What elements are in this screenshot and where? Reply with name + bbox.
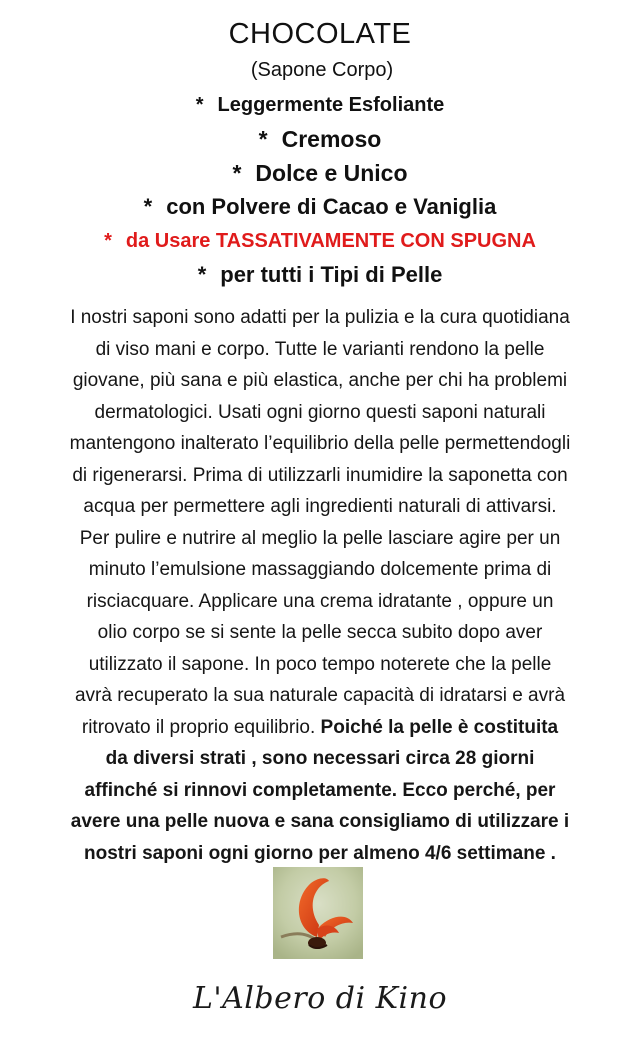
- description-line: avrà recuperato la sua naturale capacità di idratarsi e avrà: [74, 685, 566, 706]
- description-line-mixed: [14, 712, 626, 744]
- feature-item: [0, 190, 640, 224]
- feature-text: Leggermente Esfoliante: [217, 94, 445, 116]
- description-line: olio corpo se si sente la pelle secca subito dopo aver: [97, 622, 543, 643]
- feature-item: [0, 88, 640, 122]
- description-line: I nostri saponi sono adatti per la pulizia e la cura quotidiana: [70, 307, 570, 328]
- description-line: giovane, più sana e più elastica, anche per chi ha problemi: [72, 370, 568, 391]
- bullet-star: *: [197, 262, 207, 287]
- bullet-star: *: [232, 160, 242, 186]
- flower-logo-icon: [273, 867, 363, 959]
- feature-item: [0, 156, 640, 190]
- bullet-star: *: [143, 194, 153, 219]
- description-line: utilizzato il sapone. In poco tempo noterete che la pelle: [88, 653, 552, 675]
- feature-item-warning: [0, 224, 640, 258]
- feature-item: [0, 122, 640, 156]
- feature-text: con Polvere di Cacao e Vaniglia: [166, 194, 497, 219]
- bullet-star: *: [195, 94, 204, 116]
- description-bold-line: nostri saponi ogni giorno per almeno 4/6 settimane .: [84, 842, 556, 864]
- description-bold-line: affinché si rinnovi completamente. Ecco perché, per: [84, 779, 556, 801]
- feature-item: [0, 258, 640, 292]
- bullet-star: *: [258, 126, 268, 152]
- product-subtitle: (Sapone Corpo): [250, 59, 394, 81]
- brand-name: L'Albero di Kino: [192, 981, 448, 1016]
- product-description: [14, 302, 626, 869]
- description-line: mantengono inalterato l’equilibrio della pelle permettendogli: [69, 433, 571, 454]
- description-line: dermatologici. Usati ogni giorno questi saponi naturali: [94, 401, 546, 423]
- description-line: minuto l’emulsione massaggiando dolcemente prima di: [88, 559, 552, 580]
- description-line: Per pulire e nutrire al meglio la pelle lasciare agire per un: [79, 527, 561, 549]
- feature-warning-lead: da Usare: [125, 230, 216, 252]
- feature-list: [0, 88, 640, 292]
- description-line: di viso mani e corpo. Tutte le varianti rendono la pelle: [95, 338, 545, 360]
- description-bold-span: Poiché la pelle è costituita: [320, 716, 559, 738]
- description-line: risciacquare. Applicare una crema idratante , oppure un: [86, 590, 554, 612]
- bullet-star: *: [104, 230, 112, 252]
- feature-warning-strong: TASSATIVAMENTE CON SPUGNA: [215, 230, 536, 252]
- feature-text: Dolce e Unico: [255, 160, 408, 186]
- feature-text: per tutti i Tipi di Pelle: [220, 262, 443, 287]
- description-line: di rigenerarsi. Prima di utilizzarli inumidire la saponetta con: [72, 464, 568, 486]
- description-regular-span: ritrovato il proprio equilibrio.: [81, 716, 321, 738]
- description-bold-line: avere una pelle nuova e sana consigliamo di utilizzare i: [70, 811, 570, 832]
- description-bold-line: da diversi strati , sono necessari circa 28 giorni: [105, 748, 535, 769]
- product-title: CHOCOLATE: [228, 18, 412, 50]
- description-line: acqua per permettere agli ingredienti naturali di attivarsi.: [83, 496, 557, 517]
- feature-text: Cremoso: [281, 126, 382, 152]
